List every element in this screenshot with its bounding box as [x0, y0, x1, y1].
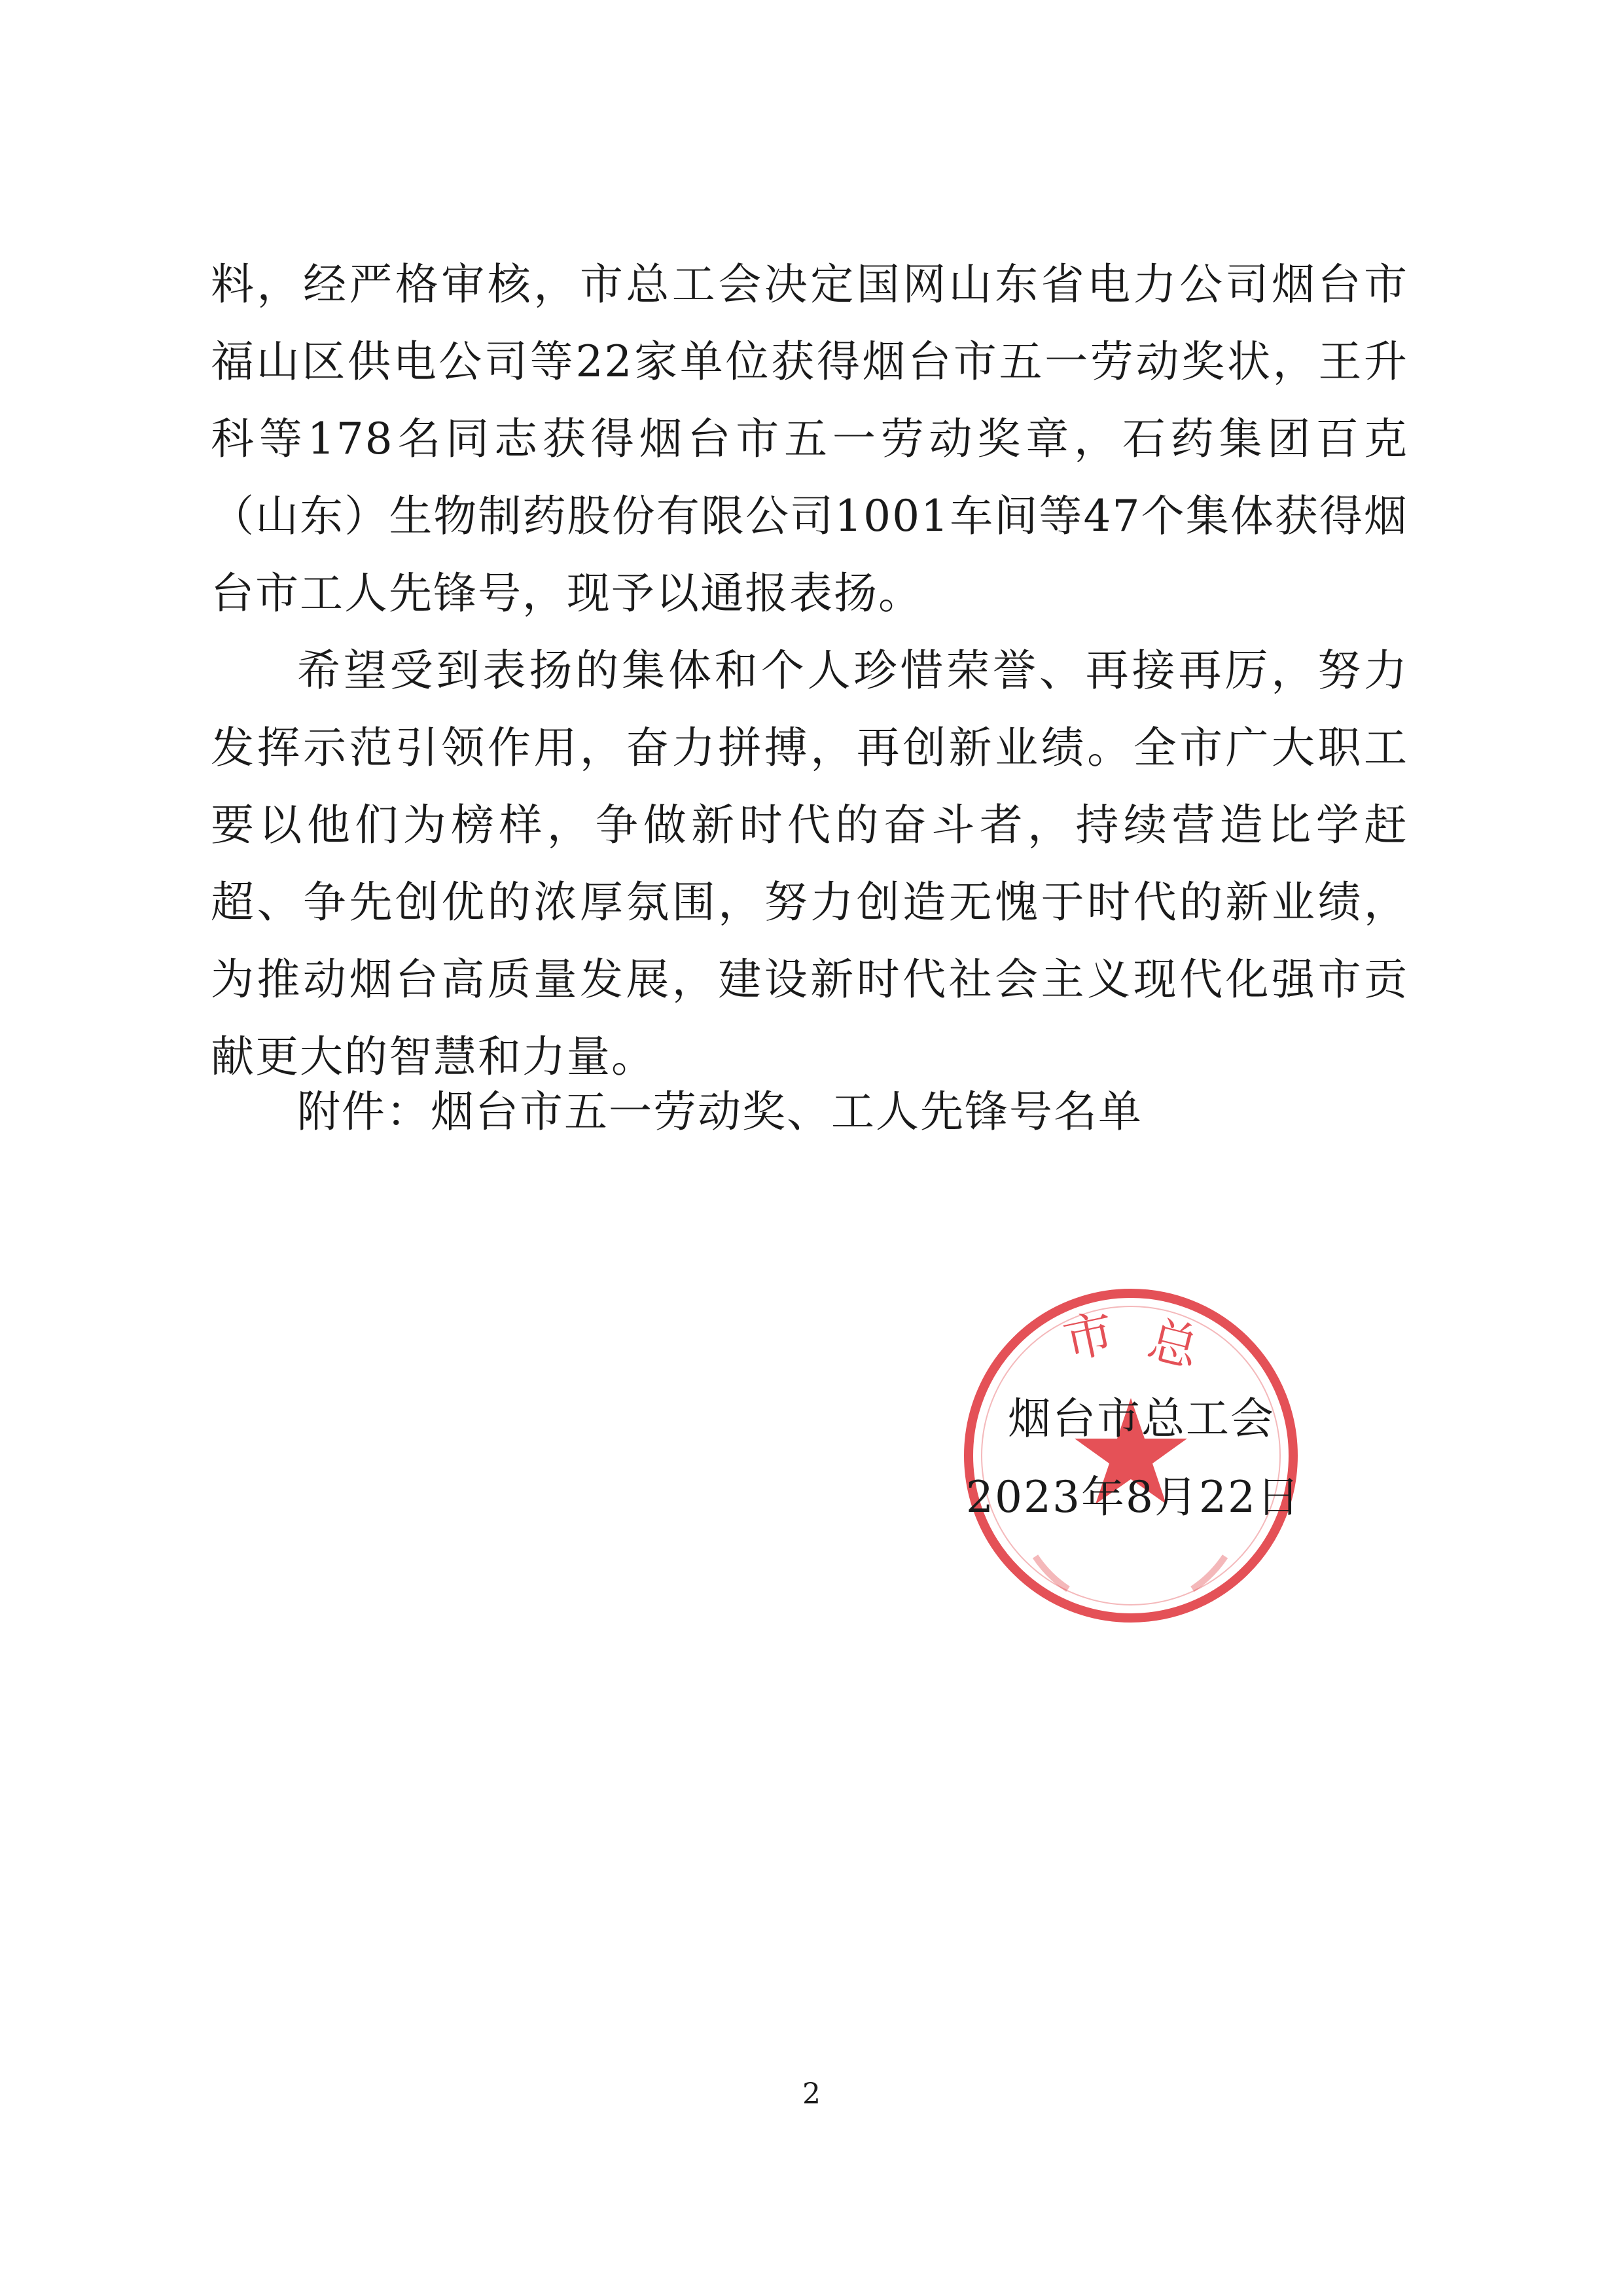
page-number: 2: [802, 2077, 821, 2111]
official-seal-stamp: [957, 1282, 1305, 1630]
signature-date: 2023年8月22日: [966, 1472, 1301, 1522]
paragraph-expectation: 希望受到表扬的集体和个人珍惜荣誉、再接再厉，努力发挥示范引领作用，奋力拼搏，再创新业绩。全市广大职工要以他们为榜样，争做新时代的奋斗者，持续营造比学赶超、争先创优的浓厚氛围，努力创造无愧于时代的新业绩，为推动烟台高质量发展，建设新时代社会主义现代化强市贡献更大的智慧和力量。: [211, 645, 1408, 1082]
paragraph-continuation: 料，经严格审核，市总工会决定国网山东省电力公司烟台市福山区供电公司等22家单位获得烟台市五一劳动奖状，王升科等178名同志获得烟台市五一劳动奖章，石药集团百克（山东）生物制药股份有限公司1001车间等47个集体获得烟台市工人先锋号，现予以通报表扬。: [211, 259, 1408, 619]
svg-text:总: 总: [1142, 1310, 1205, 1378]
signature-organization: 烟台市总工会: [1008, 1393, 1275, 1444]
svg-text:市: 市: [1058, 1302, 1120, 1371]
body-text: [211, 246, 1408, 1096]
attachment-line: 附件：烟台市五一劳动奖、工人先锋号名单: [297, 1086, 1143, 1137]
